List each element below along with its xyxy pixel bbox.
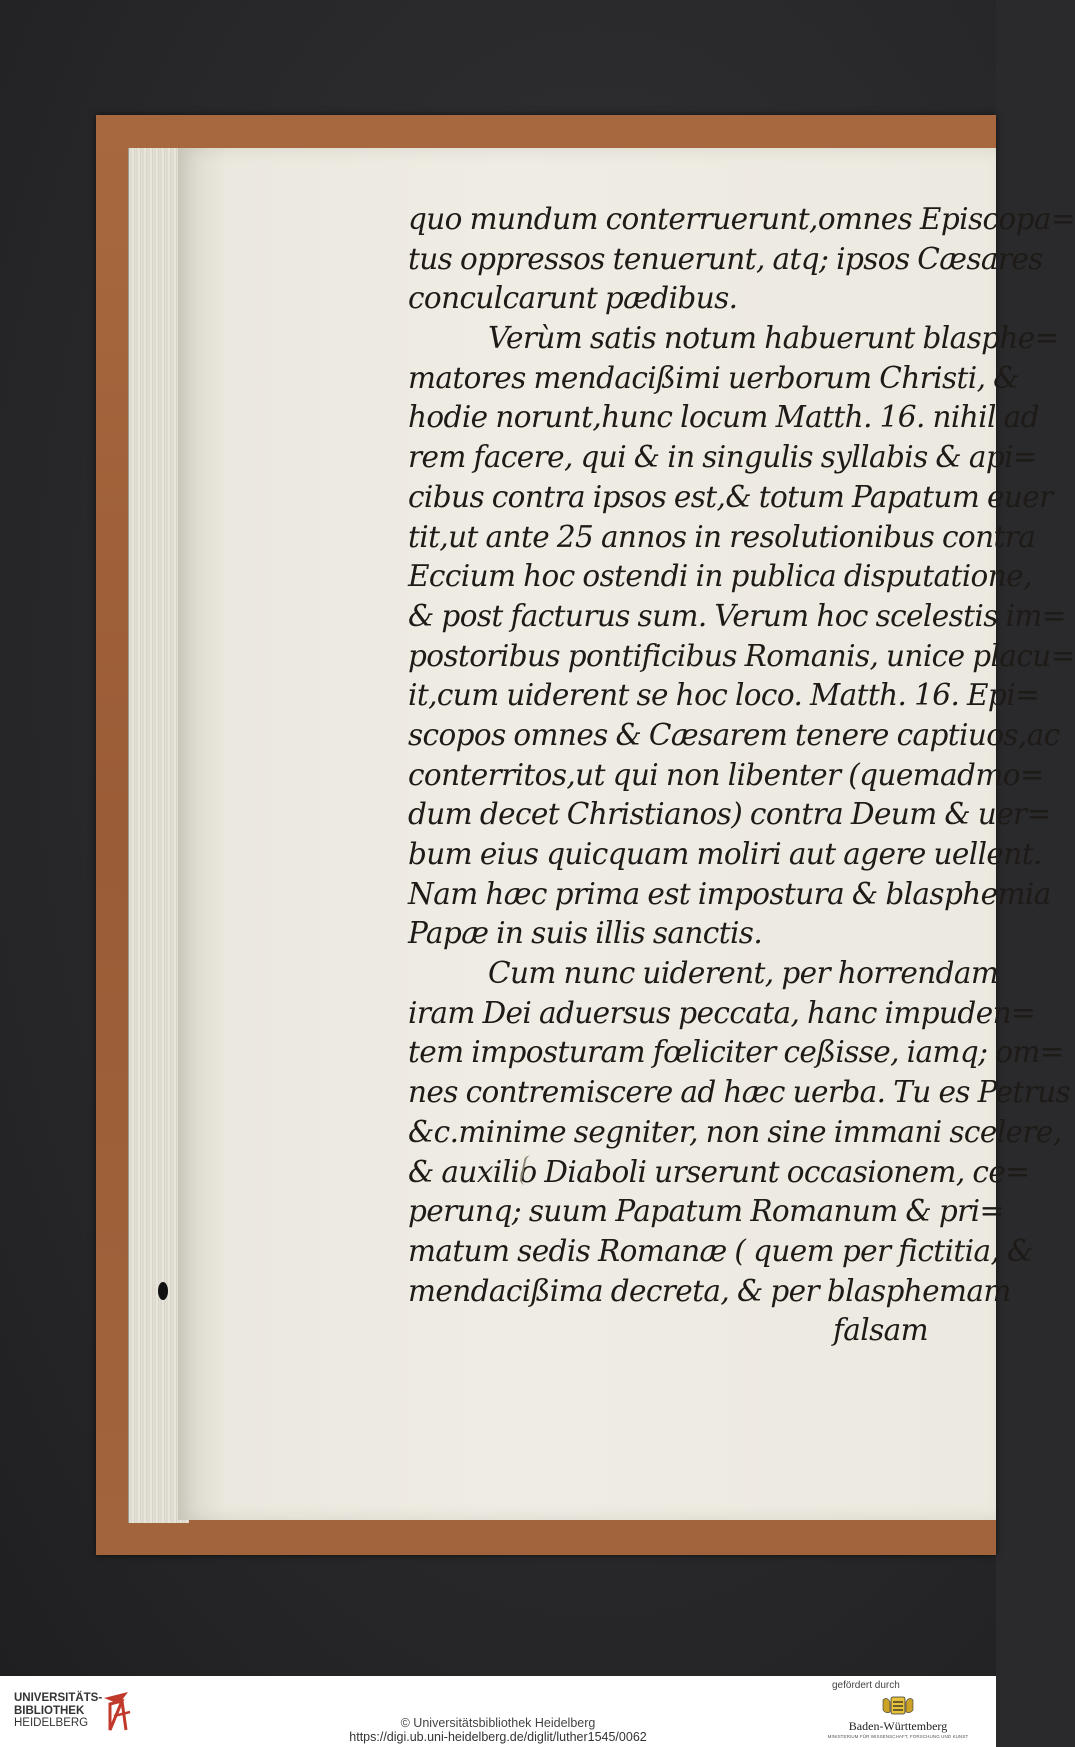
text-line: bum eius quicquam moliri aut agere uellent.: [408, 837, 1042, 871]
text-line: & auxilio Diaboli urserunt occasionem, ce=: [408, 1154, 1030, 1189]
page-text: [408, 200, 1075, 1351]
funder-block: [818, 1680, 978, 1739]
text-line: rem facere, qui & in singulis syllabis & api=: [408, 440, 1038, 475]
text-line: falsam: [832, 1313, 928, 1348]
text-line: Cum nunc uiderent, per horrendam: [488, 956, 999, 991]
text-line: matum sedis Romanæ ( quem per fictitia, &: [408, 1233, 1033, 1268]
text-line: Verùm satis notum habuerunt blasphe=: [488, 321, 1059, 356]
book-page: [178, 148, 1075, 1520]
text-line: conterritos,ut qui non libenter (quemadmo=: [408, 757, 1044, 792]
text-line: iram Dei aduersus peccata, hanc impuden=: [408, 995, 1036, 1030]
ink-blot: [158, 1282, 168, 1300]
text-line: hodie norunt,hunc locum Matth. 16. nihil ad: [408, 400, 1039, 435]
permalink[interactable]: https://digi.ub.uni-heidelberg.de/diglit/luther1545/0062: [349, 1730, 647, 1744]
coat-of-arms-icon: [880, 1694, 916, 1718]
text-line: quo mundum conterruerunt,omnes Episcopa=: [408, 202, 1075, 236]
text-line: Nam hæc prima est impostura & blasphemia: [408, 876, 1051, 911]
text-line: perunq; suum Papatum Romanum & pri=: [408, 1194, 1004, 1229]
text-line: matores mendacißimi uerborum Christi, &: [408, 360, 1019, 395]
text-line: tus oppressos tenuerunt, atq; ipsos Cæsares: [408, 241, 1043, 276]
text-line: &c.minime segniter, non sine immani scelere,: [408, 1114, 1062, 1149]
logo-line-1: UNIVERSITÄTS-: [14, 1692, 103, 1704]
text-line: dum decet Christianos) contra Deum & uer=: [408, 797, 1051, 832]
text-line: Papæ in suis illis sanctis.: [408, 916, 763, 951]
text-line: cibus contra ipsos est,& totum Papatum euer: [408, 479, 1053, 514]
text-line: conculcarunt pædibus.: [408, 281, 738, 316]
text-line: mendacißima decreta, & per blasphemam: [408, 1273, 1011, 1308]
copyright-text: © Universitätsbibliothek Heidelberg: [400, 1716, 596, 1730]
text-line: tem imposturam fœliciter ceßisse, iamq; om=: [408, 1035, 1064, 1070]
funder-subtitle: MINISTERIUM FÜR WISSENSCHAFT, FORSCHUNG UND KUNST: [827, 1734, 969, 1739]
viewer-footer: [0, 1676, 996, 1747]
text-line: & post facturus sum. Verum hoc scelestis im=: [408, 598, 1066, 633]
logo-line-3: HEIDELBERG: [14, 1717, 89, 1729]
text-line: postoribus pontificibus Romanis, unice placu=: [408, 638, 1075, 673]
text-line: scopos omnes & Cæsarem tenere captiuos,ac: [408, 717, 1060, 752]
text-line: nes contremiscere ad hæc uerba. Tu es Petrus: [408, 1075, 1071, 1110]
funder-name: Baden-Württemberg: [848, 1719, 948, 1733]
logo-line-2: BIBLIOTHEK: [14, 1704, 85, 1717]
funded-by-label: gefördert durch: [832, 1680, 900, 1691]
text-line: tit,ut ante 25 annos in resolutionibus contra: [408, 519, 1036, 554]
text-line: Eccium hoc ostendi in publica disputatione,: [408, 559, 1032, 594]
text-line: it,cum uiderent se hoc loco. Matth. 16. Epi=: [408, 678, 1040, 713]
